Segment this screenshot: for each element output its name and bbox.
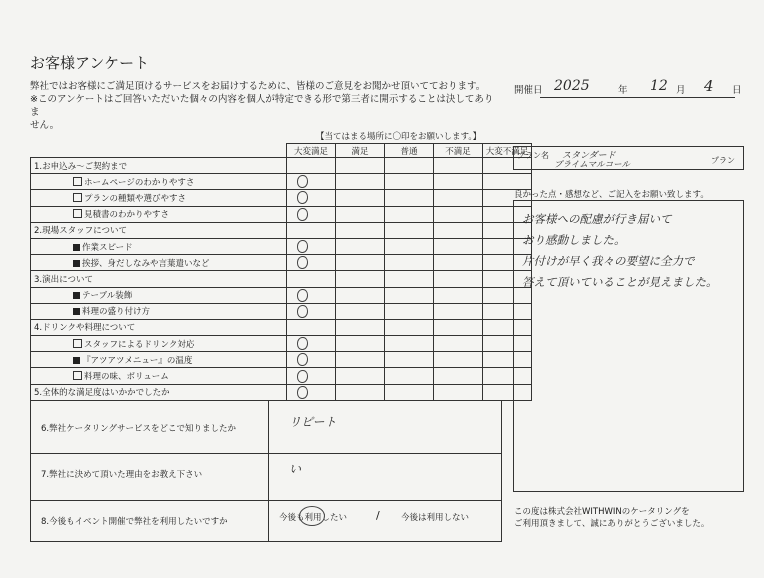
rating-cell[interactable] [434, 206, 483, 222]
question-6 [31, 401, 501, 454]
rating-cell[interactable] [434, 174, 483, 190]
filled-square-icon [73, 244, 80, 251]
date-year-unit: 年 [618, 85, 628, 96]
rating-row [31, 222, 532, 238]
rating-cell[interactable] [434, 190, 483, 206]
rating-cell[interactable] [434, 384, 483, 400]
question-7 [31, 454, 501, 501]
rating-cell[interactable] [385, 287, 434, 303]
rating-cell[interactable] [336, 158, 385, 174]
header-blank [31, 144, 287, 158]
rating-cell[interactable] [336, 238, 385, 254]
question-6-text: 6.弊社ケータリングサービスをどこで知りましたか [41, 424, 236, 434]
rating-item [31, 303, 287, 319]
rating-cell[interactable] [287, 190, 336, 206]
option-no: 今後は利用しない [401, 513, 470, 523]
circle-mark [297, 386, 308, 399]
row-divider [268, 454, 269, 500]
rating-cell[interactable] [434, 255, 483, 271]
date-underline [540, 97, 735, 98]
rating-cell[interactable] [434, 238, 483, 254]
rating-item [31, 368, 287, 384]
rating-row [31, 319, 532, 335]
rating-item-label: 『アツアツメニュー』の温度 [82, 355, 193, 366]
rating-cell[interactable] [336, 206, 385, 222]
rating-item-label: 3.演出について [34, 274, 93, 285]
rating-item-label: スタッフによるドリンク対応 [84, 339, 195, 350]
rating-row [31, 303, 532, 319]
rating-item-label: プランの種類や選びやすさ [84, 193, 187, 204]
rating-item-label: 料理の盛り付け方 [82, 307, 151, 318]
rating-cell[interactable] [434, 352, 483, 368]
rating-cell[interactable] [385, 158, 434, 174]
rating-cell[interactable] [287, 336, 336, 352]
comment-line: 片付けが早く我々の要望に全力で [522, 254, 695, 268]
option-yes: 今後も利用したい [279, 513, 348, 523]
rating-cell[interactable] [336, 336, 385, 352]
rating-cell[interactable] [434, 368, 483, 384]
rating-row [31, 384, 532, 400]
rating-item-label: 4.ドリンクや料理について [34, 323, 136, 334]
rating-item-label: ホームページのわかりやすさ [84, 177, 195, 188]
question-8 [31, 501, 501, 541]
answer-7: い [289, 462, 302, 476]
rating-cell[interactable] [336, 222, 385, 238]
date-month: 12 [650, 78, 668, 94]
rating-item [31, 352, 287, 368]
rating-cell[interactable] [434, 222, 483, 238]
rating-cell[interactable] [336, 190, 385, 206]
rating-row [31, 174, 532, 190]
checkbox-icon [73, 193, 82, 202]
rating-row [31, 287, 532, 303]
page-title: お客様アンケート [30, 54, 150, 72]
rating-cell[interactable] [385, 384, 434, 400]
rating-cell[interactable] [434, 303, 483, 319]
rating-cell[interactable] [336, 384, 385, 400]
rating-cell[interactable] [336, 368, 385, 384]
circle-mark [297, 353, 308, 366]
section-heading [31, 384, 287, 400]
rating-cell[interactable] [287, 271, 336, 287]
option-separator: / [376, 509, 380, 522]
filled-square-icon [73, 292, 80, 299]
rating-cell[interactable] [385, 271, 434, 287]
rating-cell[interactable] [385, 206, 434, 222]
rating-header [31, 144, 532, 158]
rating-cell[interactable] [336, 174, 385, 190]
circle-mark [297, 370, 308, 383]
rating-row [31, 206, 532, 222]
circle-mark [297, 208, 308, 221]
rating-row [31, 352, 532, 368]
rating-item [31, 174, 287, 190]
rating-cell[interactable] [336, 303, 385, 319]
rating-cell[interactable] [287, 255, 336, 271]
intro-line: せん。 [30, 120, 60, 131]
rating-cell[interactable] [434, 158, 483, 174]
date-day: 4 [704, 77, 714, 95]
answer-circle [299, 506, 325, 526]
instruction-note: 【当てはまる場所に〇印をお願いします。】 [316, 132, 482, 142]
rating-cell[interactable] [287, 238, 336, 254]
checkbox-icon [73, 371, 82, 380]
rating-row [31, 238, 532, 254]
column-header: 大変満足 [287, 144, 336, 158]
rating-cell[interactable] [385, 352, 434, 368]
plan-box [513, 146, 744, 170]
rating-cell[interactable] [336, 255, 385, 271]
rating-cell[interactable] [434, 287, 483, 303]
column-header: 普通 [385, 144, 434, 158]
rating-cell[interactable] [336, 319, 385, 335]
rating-row [31, 271, 532, 287]
date-year: 2025 [554, 78, 590, 94]
rating-cell[interactable] [287, 384, 336, 400]
circle-mark [297, 256, 308, 269]
rating-cell[interactable] [287, 287, 336, 303]
checkbox-icon [73, 177, 82, 186]
thanks-line: この度は株式会社WITHWINのケータリングを [514, 507, 690, 517]
checkbox-icon [73, 209, 82, 218]
thanks-line: ご利用頂きまして、誠にありがとうございました。 [514, 519, 710, 529]
rating-cell[interactable] [287, 222, 336, 238]
rating-row [31, 158, 532, 174]
intro-text [30, 80, 500, 132]
rating-cell[interactable] [434, 319, 483, 335]
rating-cell[interactable] [385, 303, 434, 319]
rating-cell[interactable] [336, 352, 385, 368]
circle-mark [297, 240, 308, 253]
section-heading [31, 319, 287, 335]
comment-label: 良かった点・感想など、ご記入をお願い致します。 [514, 190, 709, 200]
comment-box [513, 200, 744, 492]
rating-cell[interactable] [385, 368, 434, 384]
rating-item-label: テーブル装飾 [82, 291, 133, 302]
question-7-text: 7.弊社に決めて頂いた理由をお教え下さい [41, 470, 203, 480]
rating-cell[interactable] [385, 190, 434, 206]
plan-suffix: プラン [711, 156, 735, 165]
rating-cell[interactable] [434, 336, 483, 352]
rating-row [31, 368, 532, 384]
rating-item-label: 1.お申込み～ご契約まで [34, 161, 128, 172]
plan-label: プラン名 [517, 151, 549, 160]
rating-cell[interactable] [287, 206, 336, 222]
answer-6: リピート [289, 415, 337, 429]
rating-item [31, 287, 287, 303]
circle-mark [297, 305, 308, 318]
date-label: 開催日 [514, 85, 543, 96]
intro-line: ※このアンケートはご回答いただいた個々の内容を個人が特定できる形で第三者に開示することは決してありま [30, 94, 494, 118]
rating-item-label: 作業スピード [82, 242, 133, 253]
filled-square-icon [73, 308, 80, 315]
plan-value-2: プライムマルコール [554, 160, 630, 170]
date-month-unit: 月 [676, 85, 686, 96]
column-header: 満足 [336, 144, 385, 158]
thanks-note [514, 506, 744, 530]
row-divider [268, 401, 269, 453]
rating-cell[interactable] [336, 271, 385, 287]
rating-item-label: 5.全体的な満足度はいかかでしたか [34, 388, 170, 399]
rating-row [31, 336, 532, 352]
intro-line: 弊社ではお客様にご満足頂けるサービスをお届けするために、皆様のご意見をお聞かせ頂いてております。 [30, 81, 486, 92]
rating-cell[interactable] [385, 319, 434, 335]
rating-cell[interactable] [287, 368, 336, 384]
rating-cell[interactable] [385, 255, 434, 271]
lower-questions [30, 400, 502, 542]
question-8-text: 8.今後もイベント開催で弊社を利用したいですか [41, 517, 228, 527]
column-header: 大変不満足 [483, 144, 532, 158]
rating-cell[interactable] [385, 238, 434, 254]
comment-line: お客様への配慮が行き届いて [522, 212, 672, 226]
date-day-unit: 日 [732, 85, 742, 96]
rating-cell[interactable] [385, 336, 434, 352]
rating-cell[interactable] [287, 158, 336, 174]
rating-cell[interactable] [287, 303, 336, 319]
column-header: 不満足 [434, 144, 483, 158]
rating-cell[interactable] [287, 319, 336, 335]
rating-item-label: 2.現場スタッフについて [34, 226, 127, 237]
circle-mark [297, 337, 308, 350]
rating-item [31, 190, 287, 206]
rating-item [31, 206, 287, 222]
rating-item [31, 336, 287, 352]
section-heading [31, 158, 287, 174]
rating-cell[interactable] [385, 222, 434, 238]
rating-item-label: 見積書のわかりやすさ [84, 210, 170, 221]
rating-item-label: 料理の味、ボリューム [84, 372, 169, 383]
circle-mark [297, 289, 308, 302]
filled-square-icon [73, 260, 80, 267]
row-divider [268, 501, 269, 541]
rating-item-label: 挨拶、身だしなみや言葉遣いなど [82, 258, 210, 269]
section-heading [31, 271, 287, 287]
comment-text [522, 209, 737, 293]
rating-cell[interactable] [434, 271, 483, 287]
comment-line: 答えて頂いていることが見えました。 [522, 275, 718, 289]
circle-mark [297, 191, 308, 204]
rating-cell[interactable] [287, 174, 336, 190]
rating-item [31, 255, 287, 271]
rating-cell[interactable] [287, 352, 336, 368]
circle-mark [297, 175, 308, 188]
rating-cell[interactable] [336, 287, 385, 303]
filled-square-icon [73, 357, 80, 364]
rating-cell[interactable] [385, 174, 434, 190]
rating-row [31, 190, 532, 206]
checkbox-icon [73, 339, 82, 348]
rating-item [31, 238, 287, 254]
rating-row [31, 255, 532, 271]
section-heading [31, 222, 287, 238]
plan-value: スタンダード [562, 151, 616, 161]
comment-line: おり感動しました。 [522, 233, 626, 247]
rating-table [30, 143, 532, 401]
